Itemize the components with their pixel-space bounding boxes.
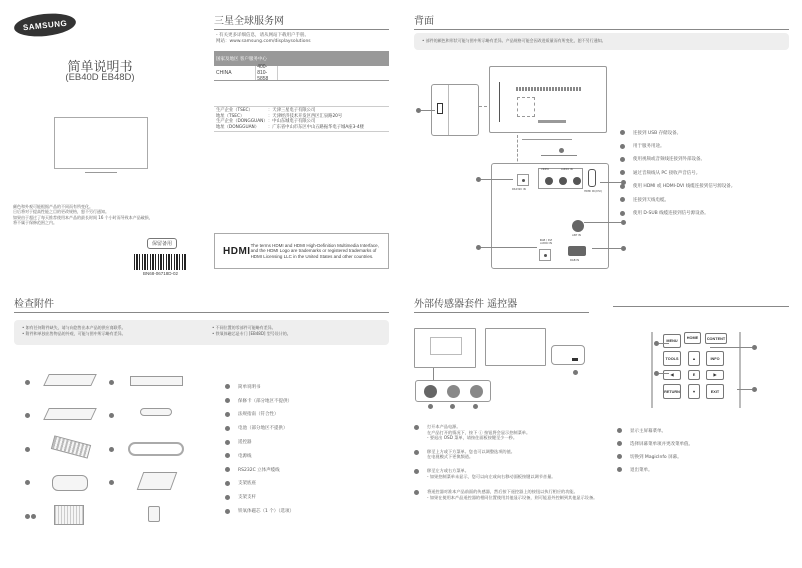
list-item: 使用视频或音频线连接到外部设备。 [620,153,735,166]
number-icon [225,440,230,445]
regulatory-guide-illustration [43,408,97,420]
callout-9 [25,514,30,519]
up-arrow-button[interactable]: ▲ [688,351,700,366]
list-item: 铁氧体磁芯（1 个）（选项） [225,504,294,518]
list-item: 通过音频线从 PC 接收声音信号。 [620,166,735,179]
callout-6 [621,220,626,225]
divider [613,306,789,307]
number-icon [225,398,230,403]
tv-stand-illustration [85,169,117,173]
list-item: 简单说明书 [225,380,294,394]
back-title: 背面 [414,12,789,30]
manufacturer-row: 地址（TSEC） ：天津经济技术开发区西区汇泉路20号 [216,113,343,119]
back-port-list [620,126,735,220]
cover-notes [13,204,198,226]
callout-8 [109,480,114,485]
rgb-audio-port [539,249,551,261]
samsung-logo: SAMSUNG [13,11,77,39]
ferrite-core-illustration [148,506,160,522]
power-button[interactable] [424,385,437,398]
list-item: 电源线 [225,449,294,463]
callout-2 [109,380,114,385]
rs232c-cable-illustration [52,475,88,491]
list-item: RS232C 立体声缆线 [225,463,294,477]
instruction-step: 移至左方或右方菜单。 - 如果控制菜单未显示，您可以向左或向右移动面板按键以调节音量。 [414,468,604,479]
list-item: 使用 HDMI 或 HDMI-DVI 线缆连接到信号源设备。 [620,180,735,193]
hdmi-port [588,169,596,187]
service-table [214,51,389,81]
usb-detail-panel [431,84,479,136]
cover-note: 日后将对于提高性能之目的更改规格，恕不另行通知。 [13,209,109,215]
cover-note: 如果由于超过了每天推荐使用本产品的最长时间 16 个小时而导致本产品破损， [13,214,153,220]
instruction-step: 将遥控器对准本产品前面的传感器，然后按下遥控器上的按钮以执行相应的功能。 - 如果在使用本产品遥控器的相同位置使用其他显示设备，则可能意外控制到其他显示设备。 [414,489,604,500]
content-button[interactable]: CONTENT [705,333,727,344]
warranty-card-illustration [130,376,183,386]
service-table-header: 国家及地区 客户服务中心 [214,51,389,66]
av-in-ports: VIDEO AUDIO IN [538,168,583,189]
batteries-illustration [140,408,172,416]
callout-3 [25,413,30,418]
callout-a [428,404,433,409]
number-icon [620,130,625,135]
callout-4 [752,387,757,392]
number-icon [414,490,419,495]
instruction-step: 移至上方或下方菜单。您也可以调整选项的值。 在电视模式下更换频道。 [414,449,604,460]
rs232c-port [517,174,529,186]
number-icon [620,184,625,189]
back-note: • 部件的颜色和形状可能与图中所示略有差异。产品规格可能会因改进质量而有所变化，恕不另行通知。 [414,33,789,50]
list-item: 使用 D-SUB 线缆连接到信号源设备。 [620,206,735,219]
number-icon [225,467,230,472]
cover-title: 简单说明书 [67,60,133,75]
tv-back-stand [522,136,572,140]
list-item: 支架支杆 [225,490,294,504]
control-buttons-panel[interactable] [415,380,491,402]
barcode [134,254,187,270]
callout-5 [25,447,30,452]
sensor-instructions [414,424,604,508]
menu-button[interactable]: MENU [663,334,681,348]
callout-7 [25,480,30,485]
number-icon [225,509,230,514]
number-icon [225,481,230,486]
number-icon [617,467,622,472]
cover-note: 颜色和外观可能根据产品的不同而有所变化。 [13,204,93,209]
service-title: 三星全球服务网 [214,12,389,30]
manufacturer-info [214,106,389,132]
number-icon [617,441,622,446]
list-item: 电池（部分地区不提供） [225,421,294,435]
callout-b [450,404,455,409]
stand-neck-illustration [54,505,84,525]
remote-function-list [617,424,693,476]
callout-3 [752,345,757,350]
list-item: 保修卡（部分地区不提供） [225,394,294,408]
number-icon [414,450,419,455]
tv-back-illustration [489,66,607,133]
control-button[interactable] [447,385,460,398]
menu-button[interactable] [470,385,483,398]
list-item: 法规指南（符合性） [225,408,294,422]
enter-button[interactable]: E [688,370,700,380]
callout-1 [25,380,30,385]
tv-front-illustration [54,117,148,169]
callout-c [473,404,478,409]
antenna-port [572,220,584,232]
rgb-port [568,246,586,256]
port-panel: RS232C IN VIDEO AUDIO IN HDMI IN (DVI) ANT IN RGB / DVI AUDIO IN RGB IN [491,163,609,269]
tv-back-sensor-illustration [414,328,476,368]
manufacturer-row: 地址（DONGGUAN） ：广东省中山市东区中山五路振华电子城A座3-4楼 [216,124,364,130]
callout-7 [621,246,626,251]
manual-illustration [43,374,97,386]
list-item: 连接到天线电缆。 [620,193,735,206]
remote-control-illustration [51,435,91,458]
list-item: 连接到 USB 存储设备。 [620,126,735,139]
barcode-text: BN68-06718D-02 [142,271,179,276]
service-table-row: CHINA 400-810-5858 [214,66,389,80]
list-item: 选择屏幕菜单项并更改菜单值。 [617,437,693,450]
list-item: 退出菜单。 [617,463,693,476]
tools-button[interactable]: TOOLS [663,351,681,366]
callout-9b [31,514,36,519]
list-item: 用于服务用途。 [620,139,735,152]
usb-port-icon [437,103,443,114]
hdmi-trademark-box [214,233,389,269]
callout-6 [109,447,114,452]
cover-model: (EB40D EB48D) [65,72,135,83]
number-icon [617,428,622,433]
number-icon [225,453,230,458]
number-icon [414,425,419,430]
exit-button[interactable]: EXIT [706,384,724,399]
callout-3 [559,148,564,153]
number-icon [620,144,625,149]
number-icon [620,170,625,175]
warranty-stamp: 保留备用 [147,238,177,249]
list-item: 遥控器 [225,435,294,449]
hdmi-trademark-text: The terms HDMI and HDMI High-Definition Multimedia Interface, and the HDMI Logo are trademarks or registered trademarks of HDMI Licensing LLC in the United States and other countries. [250,242,379,259]
right-arrow-button[interactable]: ▶ [706,370,724,380]
info-button[interactable]: INFO [706,351,724,366]
number-icon [225,426,230,431]
cover-note: 将不属于保修范围之内。 [13,220,57,226]
stand-base-illustration [137,472,178,490]
down-arrow-button[interactable]: ▼ [688,384,700,399]
accessories-title: 检查附件 [14,295,389,313]
number-icon [620,197,625,202]
left-arrow-button[interactable]: ◀ [663,370,681,380]
sensor-remote-title: 外部传感器套件 遥控器 [414,295,589,313]
callout-sensor [573,370,578,375]
callout-4 [109,413,114,418]
tv-front-sensor-illustration [485,328,546,366]
hdmi-logo: HDMI [223,245,251,257]
home-button[interactable]: HOME [684,332,701,344]
number-icon [225,412,230,417]
return-button[interactable]: RETURN [663,384,681,399]
number-icon [620,157,625,162]
list-item: 显示主屏幕菜单。 [617,424,693,437]
list-item: 切换到 MagicInfo 屏幕。 [617,450,693,463]
accessories-list [225,380,294,518]
number-icon [620,211,625,216]
number-icon [617,454,622,459]
service-intro: - 有关更多详细信息，请从网站下载用户手册。 网站：www.samsung.com/displaysolutions [216,33,311,44]
accessories-notes: • 如有任何附件缺失，请与向您售出本产品的供应商联系。 • 附件和单独出售物品的外观，可能与图中所示略有差异。 • 不同位置的零部件可能略有差异。 • 铁氧体磁芯是专门 [EB48D] 型号设计的。 [14,320,389,345]
power-cord-illustration [128,442,184,456]
manufacturer-row: 生产企业（TSEC） ：天津三星电子有限公司 [216,108,316,113]
instruction-step: 打开本产品电源。 在产品打开的情况下，按下 ⓘ 按钮将会显示控制菜单。 - 要退出 OSD 菜单，请按住面板按键至少一秒。 [414,424,604,441]
number-icon [225,495,230,500]
sensor-box-illustration [551,345,585,365]
manufacturer-row: 生产企业（DONGGUAN） ：中山东城电子有限公司 [216,119,316,124]
number-icon [414,469,419,474]
list-item: 支架底座 [225,477,294,491]
number-icon [225,384,230,389]
